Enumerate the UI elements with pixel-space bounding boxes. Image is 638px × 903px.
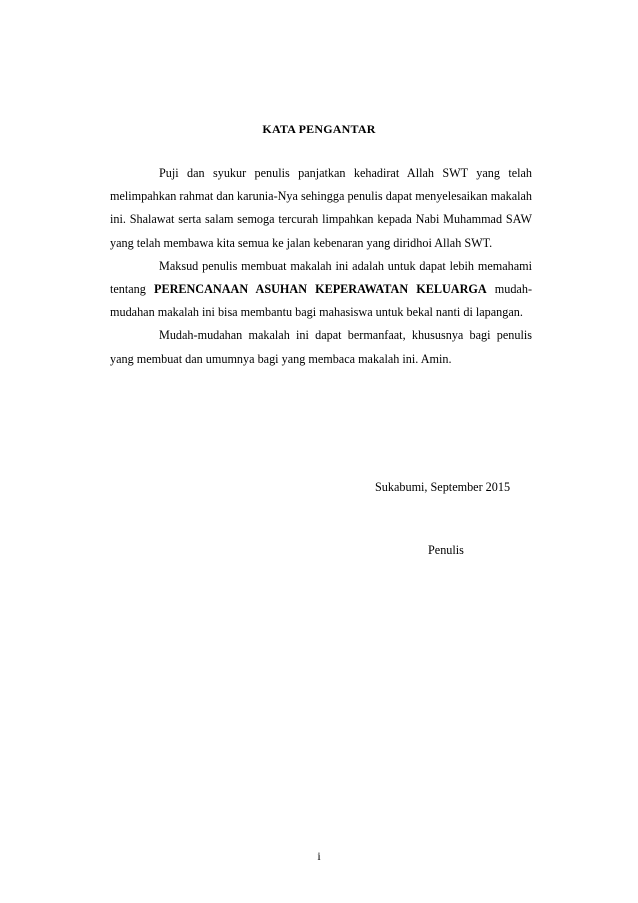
purpose-topic-emphasis: PERENCANAAN ASUHAN KEPERAWATAN KELUARGA bbox=[154, 282, 487, 297]
purpose-text-start: Maksud penulis membuat makalah ini adalah untuk dapat lebih memahami tentang bbox=[110, 258, 532, 297]
paragraph-gratitude: Puji dan syukur penulis panjatkan kehadirat Allah SWT yang telah melimpahkan rahmat dan karunia-Nya sehingga penulis dapat menyelesaikan makalah ini. Shalawat serta salam semoga tercurah limpahkan kepada Nabi Muhammad SAW yang telah membawa kita semua ke jalan kebenaran yang diridhoi Allah SWT. bbox=[110, 166, 532, 250]
signer-label: Penulis bbox=[428, 543, 464, 557]
page-number: i bbox=[317, 849, 321, 863]
purpose-text-end: mudah-mudahan makalah ini bisa membantu bagi mahasiswa untuk bekal nanti di lapangan. bbox=[110, 282, 532, 320]
page-title: KATA PENGANTAR bbox=[262, 122, 376, 136]
place-date: Sukabumi, September 2015 bbox=[375, 480, 511, 494]
foreword-body bbox=[110, 162, 532, 371]
paragraph-purpose bbox=[110, 255, 532, 325]
paragraph-closing: Mudah-mudahan makalah ini dapat bermanfaat, khususnya bagi penulis yang membuat dan umumnya bagi yang membaca makalah ini. Amin. bbox=[110, 328, 532, 366]
